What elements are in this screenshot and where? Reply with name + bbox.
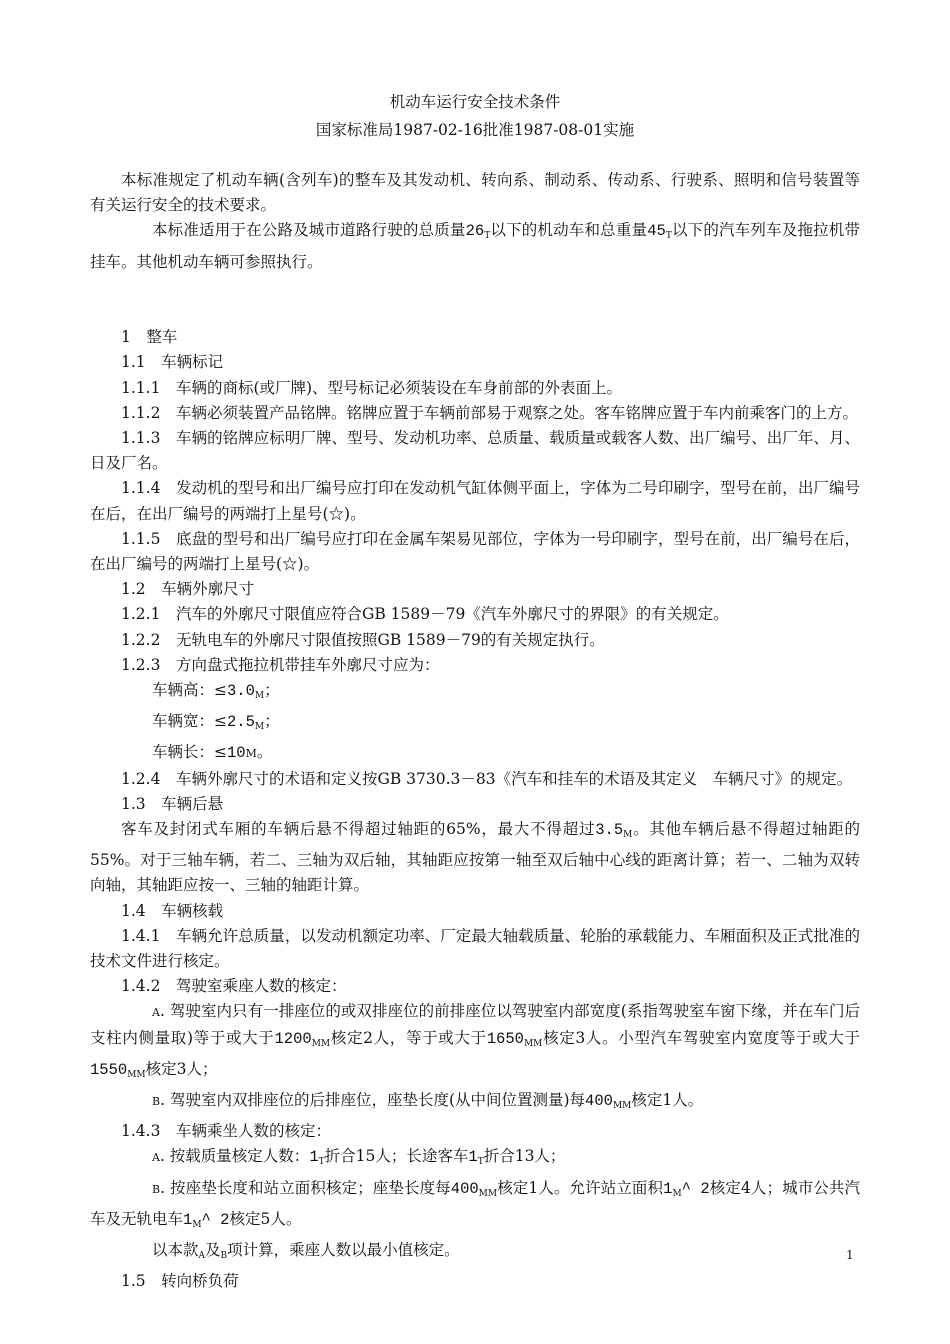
text-run: 核定3人。小型汽车驾驶室内宽度等于或大于 <box>542 1028 860 1047</box>
text-run: 核定3人； <box>145 1059 218 1078</box>
value: 45 <box>647 222 666 241</box>
unit: M <box>254 722 265 733</box>
text-run: 客车及封闭式车厢的车辆后悬不得超过轴距的65%，最大不得超过 <box>121 820 596 839</box>
value: 400 <box>585 1092 613 1111</box>
text-run: 核定5人。 <box>229 1209 302 1228</box>
dimension-height <box>90 678 860 709</box>
intro-paragraph-scope: 本标准规定了机动车辆(含列车)的整车及其发动机、转向系、制动系、传动系、行驶系、照明和信号装置等有关运行安全的技术要求。 <box>90 171 860 215</box>
value: 1200 <box>274 1029 312 1048</box>
section-heading-1: 1 整车 <box>121 328 178 347</box>
value: 3.5 <box>595 821 624 840</box>
value: 1 <box>663 1179 673 1198</box>
dimension-label: 车辆长：≤ <box>152 743 227 762</box>
value: 1650 <box>486 1029 524 1048</box>
value: 2.5 <box>227 713 255 732</box>
text-run: 。其他车辆后悬不得超过轴距的55%。对于三轴车辆，若二、三轴为双后轴，其轴距应按第一轴至双后轴中心线的距离计算；若一、二轴为双转向轴，其轴距应按一、三轴的轴距计算。 <box>90 820 860 895</box>
item-marker: A <box>198 1251 206 1262</box>
dimension-width <box>90 709 860 740</box>
clause-1-4-2-b <box>90 1088 860 1119</box>
spacer <box>90 300 860 325</box>
punctuation: ； <box>264 712 280 731</box>
item-marker: B <box>152 1182 161 1196</box>
clause-1-2-3: 1.2.3 方向盘式拖拉机带挂车外廓尺寸应为： <box>121 655 440 674</box>
document-title: 机动车运行安全技术条件 <box>389 93 561 111</box>
section-heading-1-3: 1.3 车辆后悬 <box>121 794 224 813</box>
clause-1-4-3-a <box>90 1144 860 1175</box>
clause-1-1-3: 1.1.3 车辆的铭牌应标明厂牌、型号、发动机功率、总质量、载质量或载客人数、出厂编号、出厂年、月、日及厂名。 <box>90 429 860 473</box>
text-run: 以下的机动车和总重量 <box>490 221 648 240</box>
section-heading-1-4: 1.4 车辆核载 <box>121 901 224 920</box>
value: 1 <box>468 1148 478 1167</box>
unit: T <box>484 231 491 242</box>
unit: MM <box>127 1069 146 1080</box>
clause-1-4-3: 1.4.3 车辆乘坐人数的核定： <box>121 1122 331 1141</box>
item-marker: B <box>152 1095 161 1109</box>
spacer <box>90 275 860 300</box>
text-run: . 驾驶室内只有一排座位的或双排座位的前排座位以驾驶室内部宽度(系指驾驶室车窗下缘，并在车门后支柱内侧量取)等于或大于 <box>90 1002 860 1047</box>
power-notation: ^ 2 <box>201 1210 230 1229</box>
clause-1-4-2: 1.4.2 驾驶室乘座人数的核定： <box>121 977 347 996</box>
unit: M <box>254 691 265 702</box>
item-marker: A <box>152 1151 160 1165</box>
text-run: 核定1人。 <box>631 1091 704 1110</box>
text-run: 核定1人。允许站立面积 <box>497 1178 664 1197</box>
unit: MM <box>478 1188 498 1199</box>
text-run: 折合13人； <box>483 1147 566 1166</box>
punctuation: ； <box>264 681 280 700</box>
clause-1-4-3-b <box>90 1176 860 1238</box>
dimension-label: 车辆高：≤ <box>152 681 227 700</box>
unit: MM <box>523 1038 543 1049</box>
text-run: . 驾驶室内双排座位的后排座位，座垫长度(从中间位置测量)每 <box>160 1091 586 1110</box>
clause-1-1-2: 1.1.2 车辆必须装置产品铭牌。铭牌应置于车辆前部易于观察之处。客车铭牌应置于车内前乘客门的上方。 <box>121 403 858 422</box>
dimension-length <box>90 740 860 766</box>
document-body <box>90 168 860 1295</box>
clause-1-2-1: 1.2.1 汽车的外廓尺寸限值应符合GB 1589－79《汽车外廓尺寸的界限》的有关规定。 <box>121 605 729 624</box>
unit: MM <box>612 1101 632 1112</box>
value: 1 <box>183 1210 193 1229</box>
section-heading-1-1: 1.1 车辆标记 <box>121 353 224 372</box>
unit: M <box>245 747 257 761</box>
clause-1-2-4: 1.2.4 车辆外廓尺寸的术语和定义按GB 3730.3－83《汽车和挂车的术语及其定义 车辆尺寸》的规定。 <box>121 769 853 788</box>
text-run: 以下的汽车列车及拖拉机带挂车。其他机动车辆可参照执行。 <box>90 221 860 271</box>
section-heading-1-2: 1.2 车辆外廓尺寸 <box>121 580 255 599</box>
unit: T <box>477 1157 484 1168</box>
text-run: 项计算，乘座人数以最小值核定。 <box>227 1241 460 1260</box>
text-run: 及 <box>205 1241 221 1260</box>
page-number: 1 <box>846 1248 854 1262</box>
value: 3.0 <box>227 682 255 701</box>
power-notation: ^ 2 <box>681 1179 710 1198</box>
text-run: 本标准适用于在公路及城市道路行驶的总质量 <box>152 221 466 240</box>
unit: T <box>665 231 672 242</box>
value: 1 <box>309 1148 319 1167</box>
document-subtitle: 国家标准局1987-02-16批准1987-08-01实施 <box>315 121 635 139</box>
unit: M <box>623 830 633 841</box>
clause-1-4-2-a <box>90 999 860 1088</box>
intro-paragraph-applicability <box>90 218 860 274</box>
text-run: 折合15人；长途客车 <box>324 1147 469 1166</box>
clause-1-4-1: 1.4.1 车辆允许总质量，以发动机额定功率、厂定最大轴载质量、轮胎的承载能力、车厢面积及正式批准的技术文件进行核定。 <box>90 926 860 971</box>
clause-1-1-1: 1.1.1 车辆的商标(或厂牌)、型号标记必须装设在车身前部的外表面上。 <box>121 378 623 397</box>
value: 1550 <box>90 1060 128 1079</box>
unit: T <box>318 1157 325 1168</box>
text-run: . 按载质量核定人数： <box>159 1147 310 1166</box>
text-run: . 按座垫长度和站立面积核定；座垫长度每 <box>160 1178 451 1197</box>
section-heading-1-5: 1.5 转向桥负荷 <box>121 1272 239 1291</box>
dimension-label: 车辆宽：≤ <box>152 712 227 731</box>
value: 400 <box>450 1179 479 1198</box>
text-run: 核定2人，等于或大于 <box>330 1028 487 1047</box>
clause-1-1-5: 1.1.5 底盘的型号和出厂编号应打印在金属车架易见部位，字体为一号印刷字，型号在前，出厂编号在后，在出厂编号的两端打上星号(☆)。 <box>90 529 860 574</box>
text-run: 核定4人；城市公共汽车及无轨电车 <box>90 1178 860 1228</box>
punctuation: 。 <box>256 743 273 762</box>
unit: M <box>192 1219 202 1230</box>
unit: M <box>672 1188 682 1199</box>
value: 10 <box>227 744 246 763</box>
clause-1-4-3-summary <box>90 1238 860 1269</box>
unit: MM <box>311 1038 331 1049</box>
value: 26 <box>465 222 485 241</box>
clause-1-3-text <box>90 817 860 899</box>
item-marker: B <box>220 1251 228 1262</box>
text-run: 以本款 <box>152 1241 199 1260</box>
clause-1-2-2: 1.2.2 无轨电车的外廓尺寸限值按照GB 1589－79的有关规定执行。 <box>121 630 605 649</box>
item-marker: A <box>152 1006 160 1020</box>
clause-1-1-4: 1.1.4 发动机的型号和出厂编号应打印在发动机气缸体侧平面上，字体为二号印刷字，型号在前，出厂编号在后，在出厂编号的两端打上星号(☆)。 <box>90 479 860 523</box>
